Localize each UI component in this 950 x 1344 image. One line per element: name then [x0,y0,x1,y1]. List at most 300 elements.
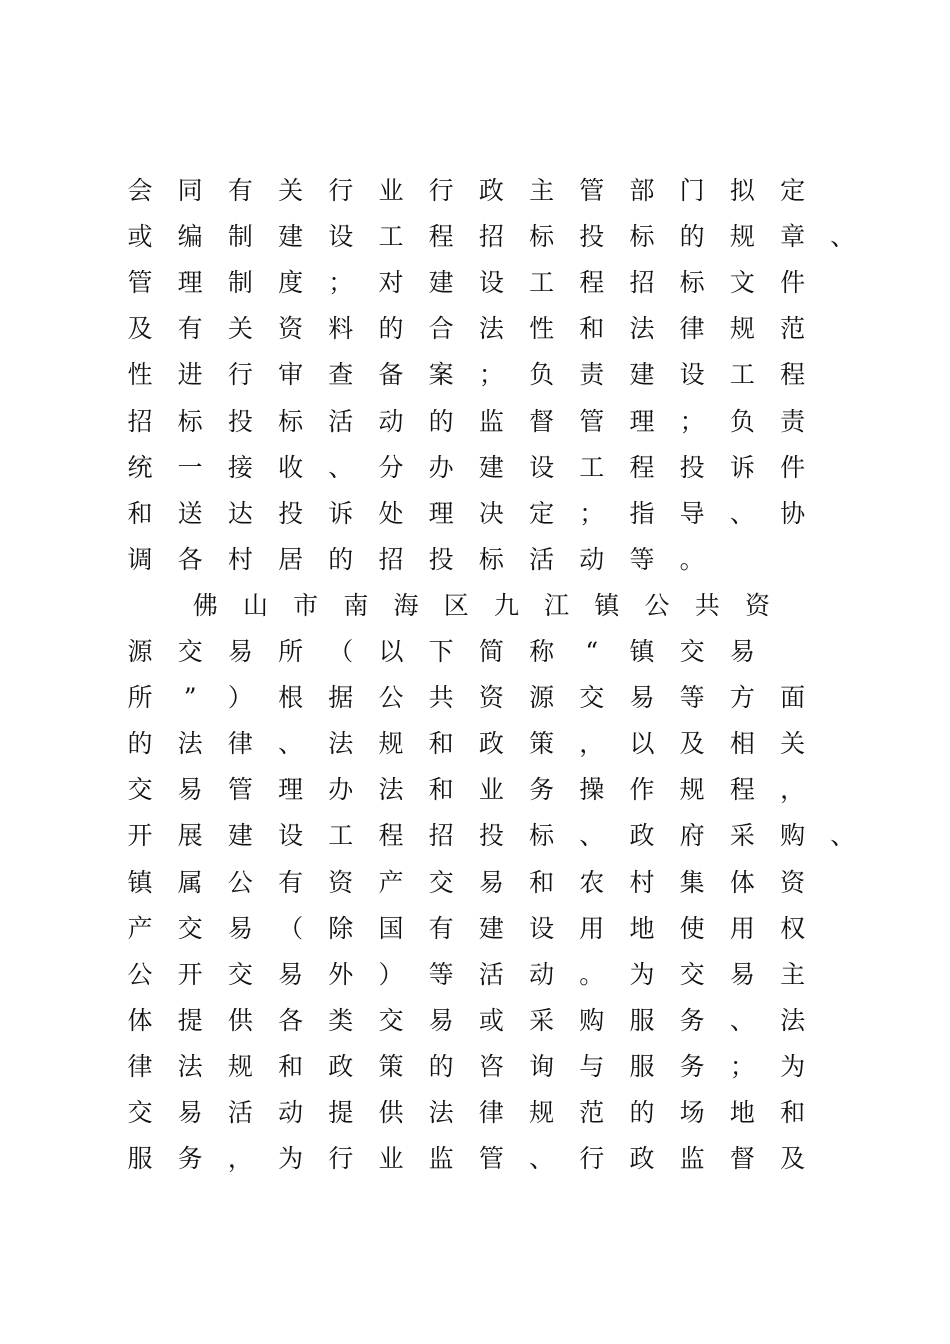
text-glyph: 活 [529,544,555,574]
text-glyph: 南 [343,590,369,620]
text-glyph: 法 [177,1051,203,1081]
text-glyph: 动 [579,544,605,574]
text-glyph: 山 [242,590,268,620]
text-glyph: 策 [378,1051,404,1081]
text-glyph: 编 [177,222,203,252]
text-glyph: 督 [729,1144,755,1174]
text-glyph: 所 [127,683,153,713]
text-glyph: 佛 [192,590,218,620]
text-glyph: 国 [378,913,404,943]
text-line [0,586,950,626]
text-glyph: 建 [278,222,304,252]
text-glyph: 程 [428,222,454,252]
text-glyph: 对 [378,268,404,298]
text-glyph: 规 [729,314,755,344]
text-glyph: 理 [428,498,454,528]
text-glyph: 镇 [127,867,153,897]
text-glyph: 易 [177,1098,203,1127]
text-glyph: 负 [729,406,755,436]
text-glyph: 工 [529,268,555,298]
text-glyph: 策 [529,729,555,759]
text-glyph: 区 [443,590,469,620]
text-glyph: 程 [378,821,404,851]
text-glyph: ， [780,775,806,805]
text-glyph: 诉 [729,452,755,482]
text-glyph: 开 [177,959,203,989]
text-glyph: 采 [729,821,755,851]
text-glyph: 为 [278,1144,304,1174]
text-line [0,816,950,856]
text-glyph: 律 [227,729,253,759]
text-glyph: 和 [529,867,555,897]
text-glyph: 程 [780,360,806,390]
text-glyph: 负 [529,360,555,390]
text-glyph: 务 [529,775,555,805]
text-glyph: 务 [177,1144,203,1174]
text-glyph: 。 [679,544,705,574]
text-glyph: ； [679,406,705,436]
text-glyph: 章 [780,222,806,252]
text-glyph: 公 [644,590,670,620]
text-glyph: 交 [227,959,253,989]
text-glyph: 门 [679,176,705,205]
text-glyph: 各 [177,544,203,574]
text-glyph: 活 [227,1098,253,1127]
text-glyph: 投 [227,406,253,436]
text-glyph: 用 [579,913,605,943]
text-glyph: 设 [278,821,304,851]
text-glyph: 范 [579,1098,605,1127]
text-glyph: 动 [529,959,555,989]
text-glyph: 设 [679,360,705,390]
text-glyph: 资 [278,314,304,344]
text-glyph: 标 [529,222,555,252]
text-glyph: 、 [278,729,304,759]
text-glyph: 的 [679,222,705,252]
text-glyph: 和 [428,775,454,805]
text-glyph: 同 [177,176,203,205]
text-glyph: 部 [629,176,655,205]
text-glyph: 法 [780,1005,806,1035]
text-glyph: 村 [629,867,655,897]
text-glyph: 工 [729,360,755,390]
text-glyph: 有 [278,867,304,897]
text-line [0,402,950,442]
text-glyph: 以 [378,637,404,666]
text-glyph: 招 [629,268,655,298]
text-glyph: 决 [478,498,504,528]
text-glyph: 。 [579,959,605,989]
text-glyph: 易 [729,637,755,666]
text-glyph: 交 [679,959,705,989]
text-glyph: （ [278,913,304,943]
text-glyph: 主 [529,176,555,205]
text-glyph: 或 [127,222,153,252]
text-glyph: 行 [328,1144,354,1174]
text-line [0,909,950,949]
text-glyph: 为 [629,959,655,989]
text-glyph: 业 [478,775,504,805]
text-glyph: 件 [780,268,806,298]
text-glyph: 及 [780,1144,806,1174]
text-glyph: 类 [328,1005,354,1035]
text-glyph: ） [378,959,404,989]
text-glyph: 行 [328,176,354,205]
text-glyph: 程 [579,268,605,298]
text-glyph: 标 [629,222,655,252]
text-glyph: 进 [177,360,203,390]
text-glyph: 采 [529,1005,555,1035]
text-line [0,448,950,488]
text-glyph: 标 [529,821,555,851]
text-glyph: 程 [729,775,755,805]
text-glyph: 责 [579,360,605,390]
text-glyph: 属 [177,867,203,897]
text-glyph: 交 [679,637,705,666]
text-glyph: 规 [729,222,755,252]
text-glyph: 的 [428,1051,454,1081]
text-glyph: 业 [378,1144,404,1174]
text-glyph: 易 [227,637,253,666]
text-glyph: 交 [127,775,153,805]
text-glyph: 理 [278,775,304,805]
text-glyph: 政 [629,821,655,851]
text-glyph: 建 [629,360,655,390]
text-line [0,863,950,903]
text-glyph: ； [729,1051,755,1081]
text-line [0,955,950,995]
text-glyph: 源 [529,683,555,713]
text-line [0,678,950,718]
text-glyph: 相 [729,729,755,759]
text-glyph: 和 [278,1051,304,1081]
text-glyph: 规 [529,1098,555,1127]
text-glyph: 工 [328,821,354,851]
text-glyph: 共 [694,590,720,620]
text-line [0,1139,950,1179]
text-glyph: ， [227,1144,253,1174]
text-glyph: 有 [177,314,203,344]
text-glyph: 政 [328,1051,354,1081]
text-glyph: 法 [478,314,504,344]
text-glyph: 工 [378,222,404,252]
text-glyph: 资 [744,590,770,620]
text-glyph: 管 [579,406,605,436]
text-glyph: 建 [428,268,454,298]
text-glyph: 资 [780,867,806,897]
text-glyph: 投 [679,452,705,482]
text-glyph: 服 [629,1051,655,1081]
text-glyph: 供 [227,1005,253,1035]
text-glyph: 备 [378,360,404,390]
text-glyph: 等 [428,959,454,989]
text-glyph: 务 [679,1005,705,1035]
text-glyph: 文 [729,268,755,298]
text-glyph: 使 [679,913,705,943]
text-glyph: 易 [478,867,504,897]
text-glyph: 标 [177,406,203,436]
text-glyph: 购 [579,1005,605,1035]
text-glyph: 有 [227,176,253,205]
text-glyph: 交 [177,637,203,666]
text-glyph: 法 [378,775,404,805]
text-glyph: 及 [127,314,153,344]
text-glyph: 开 [127,821,153,851]
text-line [0,540,950,580]
text-glyph: 、 [729,1005,755,1035]
text-glyph: 、 [830,821,856,851]
text-glyph: 管 [127,268,153,298]
text-glyph: 和 [428,729,454,759]
text-glyph: 建 [478,913,504,943]
text-glyph: 用 [729,913,755,943]
text-glyph: 建 [478,452,504,482]
text-line [0,263,950,303]
text-glyph: 投 [478,821,504,851]
text-glyph: 投 [278,498,304,528]
text-glyph: 居 [278,544,304,574]
text-glyph: 海 [393,590,419,620]
text-glyph: 为 [780,1051,806,1081]
text-glyph: 法 [328,729,354,759]
text-glyph: 市 [293,590,319,620]
text-glyph: 投 [428,544,454,574]
text-glyph: 办 [328,775,354,805]
text-glyph: 交 [378,1005,404,1035]
text-glyph: 监 [478,406,504,436]
text-glyph: 简 [478,637,504,666]
text-glyph: 各 [278,1005,304,1035]
text-glyph: 场 [679,1098,705,1127]
text-glyph: 的 [428,406,454,436]
text-glyph: 监 [428,1144,454,1174]
text-glyph: 或 [478,1005,504,1035]
text-glyph: 和 [127,498,153,528]
text-glyph: 公 [227,867,253,897]
text-line [0,171,950,211]
text-glyph: 交 [579,683,605,713]
text-glyph: 根 [278,683,304,713]
text-glyph: 业 [378,176,404,205]
text-glyph: 集 [679,867,705,897]
text-glyph: 、 [830,222,856,252]
text-glyph: 所 [278,637,304,666]
text-glyph: 以 [629,729,655,759]
text-glyph: 办 [428,452,454,482]
text-glyph: 建 [227,821,253,851]
text-glyph: 理 [629,406,655,436]
text-glyph: 案 [428,360,454,390]
text-glyph: 性 [529,314,555,344]
text-glyph: 件 [780,452,806,482]
text-glyph: 调 [127,544,153,574]
text-glyph: 的 [127,729,153,759]
text-glyph: 活 [478,959,504,989]
text-glyph: 主 [780,959,806,989]
text-glyph: 易 [729,959,755,989]
text-glyph: 称 [529,637,555,666]
text-glyph: ” [183,683,197,713]
text-line [0,494,950,534]
text-glyph: 服 [127,1144,153,1174]
text-glyph: 合 [428,314,454,344]
text-glyph: 接 [227,452,253,482]
text-glyph: 除 [328,913,354,943]
text-glyph: 交 [127,1098,153,1127]
text-glyph: 方 [729,683,755,713]
text-glyph: 交 [428,867,454,897]
text-glyph: 收 [278,452,304,482]
text-glyph: “ [585,637,599,666]
text-glyph: 管 [478,1144,504,1174]
text-glyph: 设 [529,913,555,943]
text-glyph: 政 [629,1144,655,1174]
text-glyph: 易 [177,775,203,805]
text-glyph: 公 [378,683,404,713]
text-glyph: 资 [478,683,504,713]
text-glyph: 律 [478,1098,504,1127]
text-glyph: 动 [278,1098,304,1127]
text-glyph: 活 [328,406,354,436]
text-glyph: 招 [428,821,454,851]
text-glyph: 易 [227,913,253,943]
text-glyph: 有 [428,913,454,943]
text-glyph: 公 [127,959,153,989]
text-line [0,770,950,810]
text-glyph: 的 [629,1098,655,1127]
text-glyph: 指 [629,498,655,528]
text-glyph: 务 [679,1051,705,1081]
text-glyph: ； [579,498,605,528]
text-line [0,632,950,672]
text-glyph: 作 [629,775,655,805]
text-glyph: 审 [278,360,304,390]
text-glyph: 定 [780,176,806,205]
text-glyph: 江 [544,590,570,620]
text-glyph: 规 [378,729,404,759]
text-glyph: 政 [478,729,504,759]
text-line [0,1001,950,1041]
text-glyph: 性 [127,360,153,390]
text-glyph: 镇 [594,590,620,620]
text-glyph: 一 [177,452,203,482]
text-glyph: 共 [428,683,454,713]
text-line [0,1047,950,1087]
text-glyph: 服 [629,1005,655,1035]
text-line [0,217,950,257]
text-glyph: 提 [177,1005,203,1035]
text-glyph: 、 [529,1144,555,1174]
text-glyph: 府 [679,821,705,851]
text-glyph: 资 [328,867,354,897]
text-glyph: 外 [328,959,354,989]
text-glyph: 行 [227,360,253,390]
text-glyph: 交 [177,913,203,943]
text-glyph: 分 [378,452,404,482]
text-glyph: 设 [529,452,555,482]
text-glyph: 会 [127,176,153,205]
text-glyph: 度 [278,268,304,298]
text-line [0,724,950,764]
text-glyph: 、 [729,498,755,528]
text-line [0,1093,950,1133]
text-glyph: 规 [679,775,705,805]
text-glyph: ； [328,268,354,298]
text-line [0,309,950,349]
text-glyph: 权 [780,913,806,943]
text-glyph: 关 [278,176,304,205]
text-glyph: 料 [328,314,354,344]
text-glyph: 行 [579,1144,605,1174]
text-line [0,355,950,395]
text-glyph: 督 [529,406,555,436]
text-glyph: 源 [127,637,153,666]
text-glyph: 设 [328,222,354,252]
text-glyph: 设 [478,268,504,298]
text-glyph: 询 [529,1051,555,1081]
text-glyph: 村 [227,544,253,574]
text-glyph: 的 [328,544,354,574]
text-glyph: 律 [127,1051,153,1081]
text-glyph: 九 [493,590,519,620]
text-glyph: 责 [780,406,806,436]
text-glyph: 招 [127,406,153,436]
text-glyph: 等 [629,544,655,574]
text-glyph: 处 [378,498,404,528]
text-glyph: 政 [478,176,504,205]
text-glyph: 工 [579,452,605,482]
text-glyph: ； [478,360,504,390]
text-glyph: 地 [629,913,655,943]
text-glyph: 法 [428,1098,454,1127]
text-glyph: 律 [679,314,705,344]
text-glyph: 行 [428,176,454,205]
text-glyph: 面 [780,683,806,713]
text-glyph: 查 [328,360,354,390]
text-glyph: 下 [428,637,454,666]
text-glyph: 镇 [629,637,655,666]
text-glyph: 关 [227,314,253,344]
text-glyph: 拟 [729,176,755,205]
text-glyph: 、 [579,821,605,851]
text-glyph: 操 [579,775,605,805]
text-glyph: 展 [177,821,203,851]
text-glyph: 规 [227,1051,253,1081]
text-glyph: 管 [227,775,253,805]
text-glyph: 定 [529,498,555,528]
text-glyph: 体 [127,1005,153,1035]
text-glyph: 易 [629,683,655,713]
text-glyph: 体 [729,867,755,897]
text-glyph: 与 [579,1051,605,1081]
text-glyph: 招 [478,222,504,252]
text-glyph: 提 [328,1098,354,1127]
text-glyph: 易 [428,1005,454,1035]
text-glyph: 理 [177,268,203,298]
text-glyph: 供 [378,1098,404,1127]
text-glyph: 制 [227,268,253,298]
text-glyph: ， [579,729,605,759]
text-glyph: 送 [177,498,203,528]
text-glyph: 标 [478,544,504,574]
text-glyph: 农 [579,867,605,897]
text-glyph: 协 [780,498,806,528]
text-glyph: 动 [378,406,404,436]
text-glyph: 范 [780,314,806,344]
text-glyph: 等 [679,683,705,713]
text-glyph: （ [328,637,354,666]
text-glyph: 法 [177,729,203,759]
